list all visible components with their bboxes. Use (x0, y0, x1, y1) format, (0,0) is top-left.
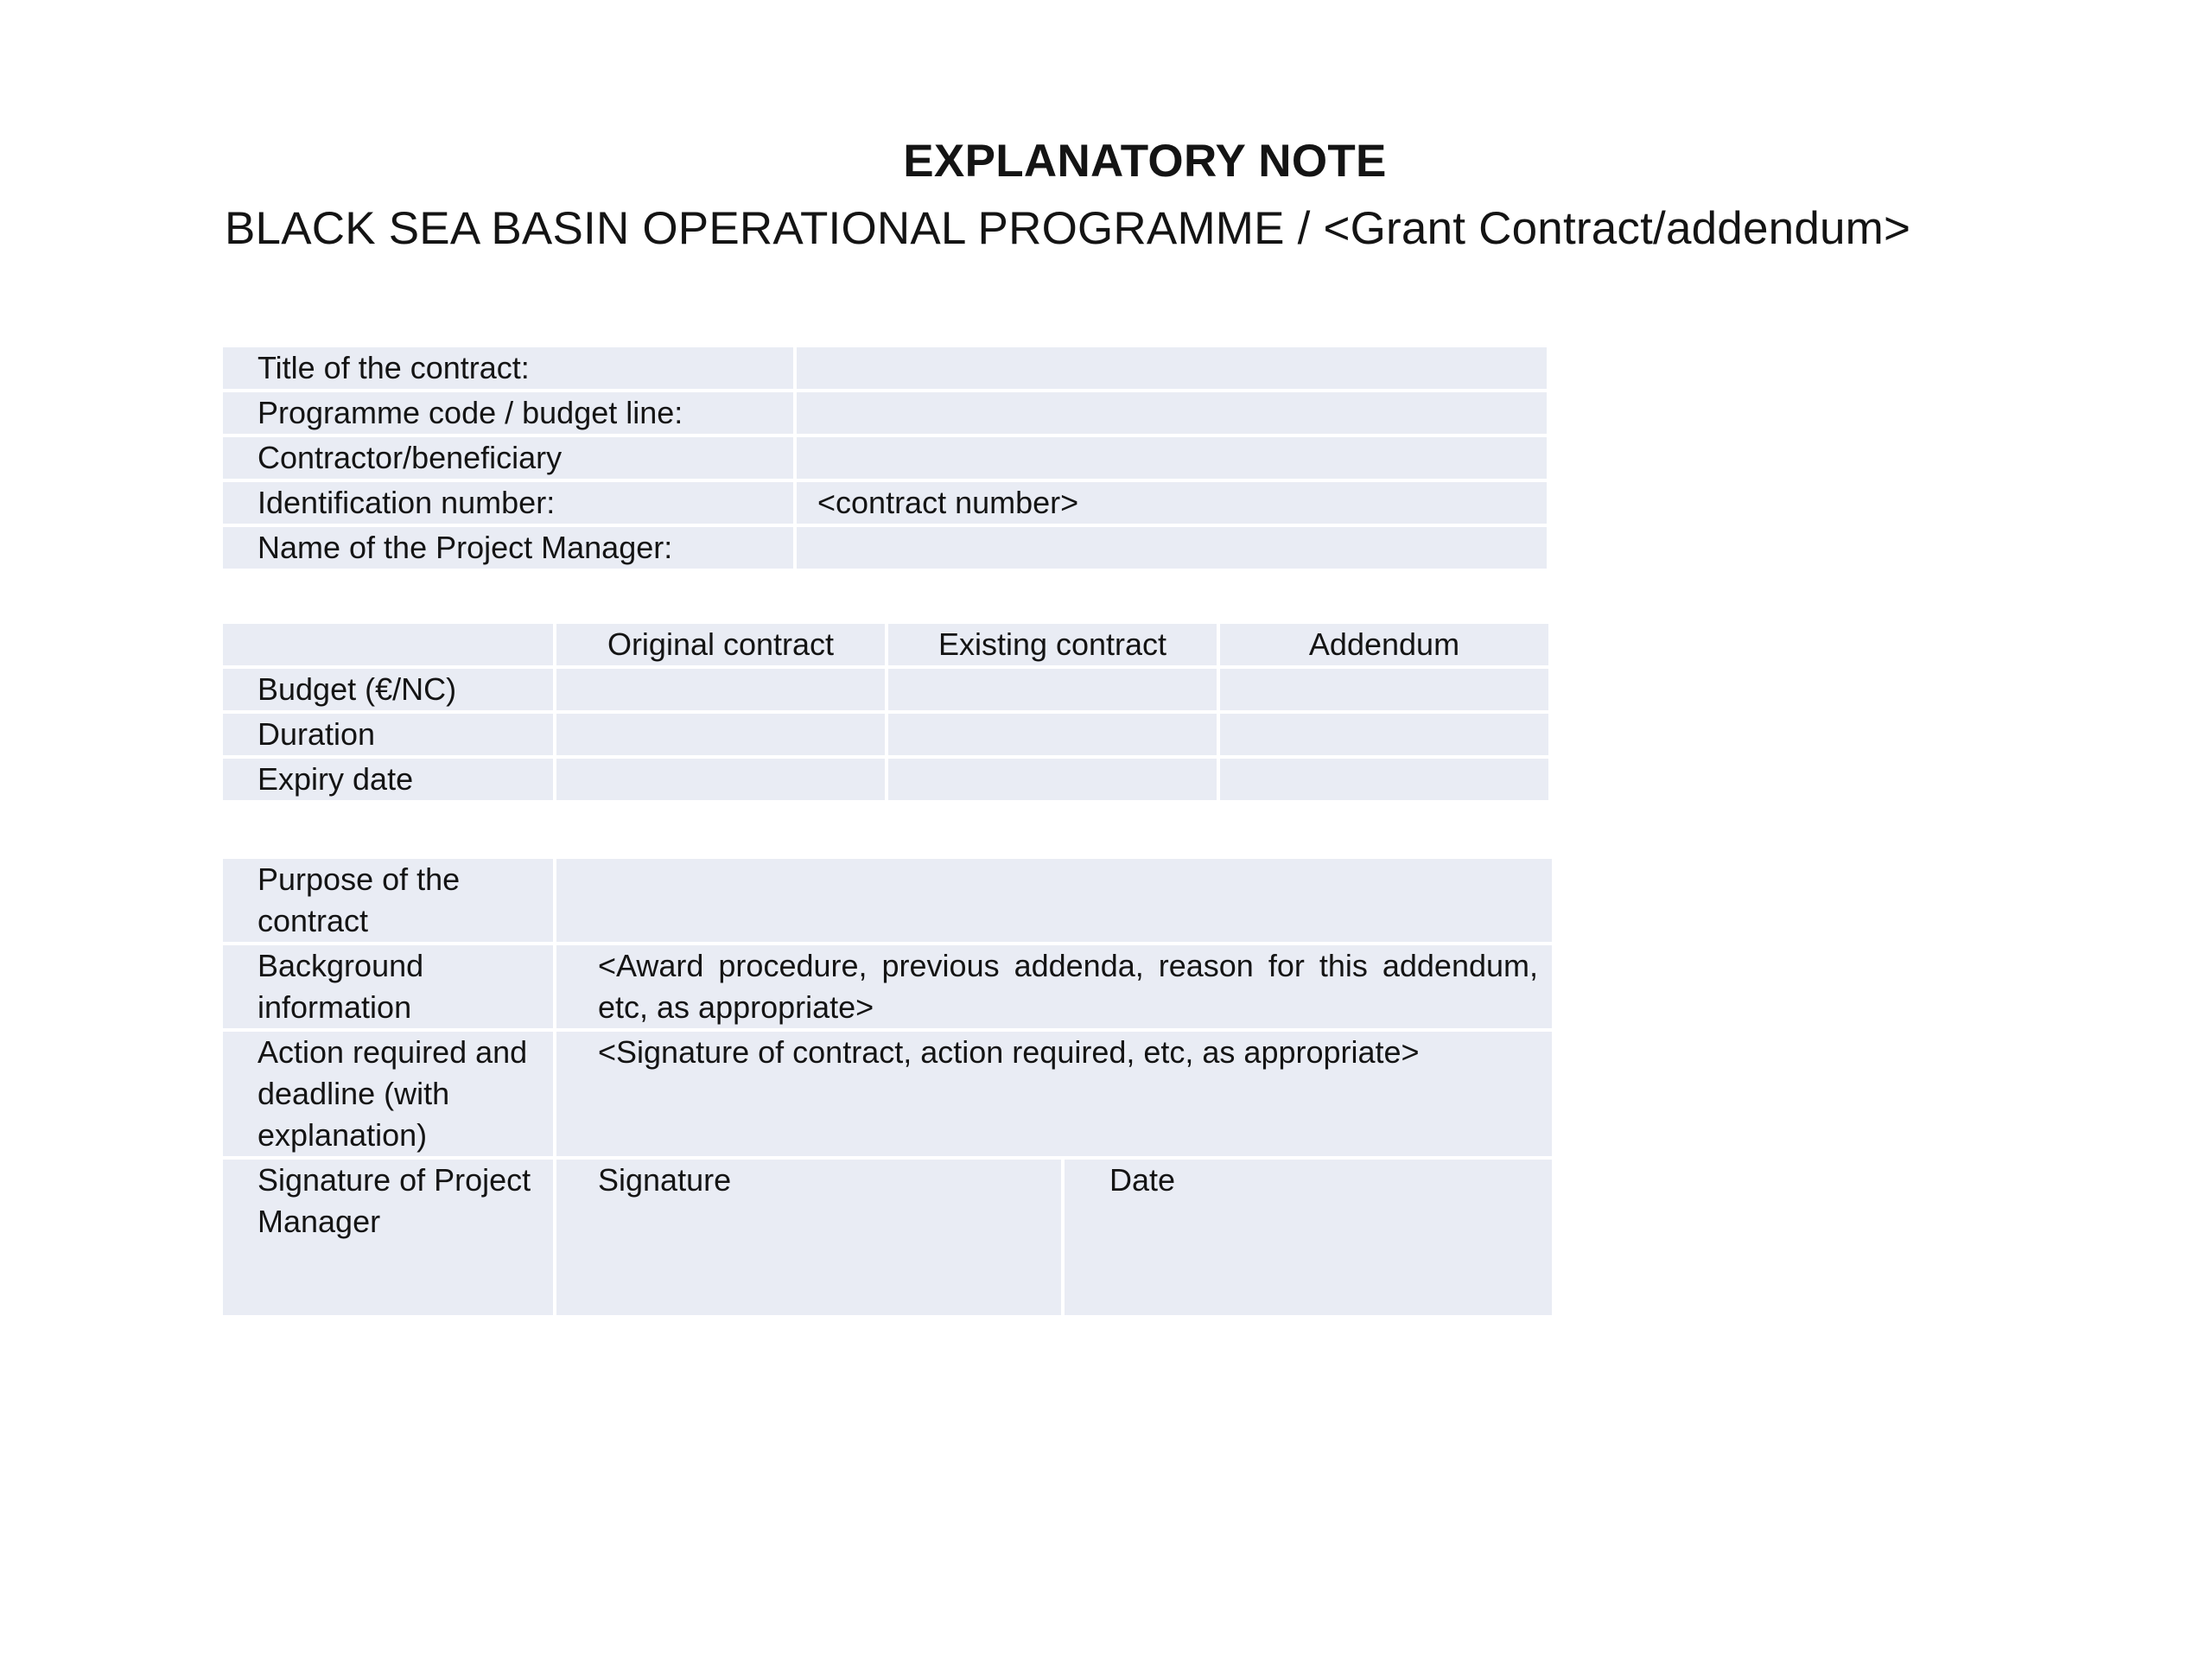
budget-existing-cell[interactable] (887, 667, 1218, 712)
signature-field[interactable]: Signature (555, 1158, 1063, 1317)
date-field[interactable]: Date (1063, 1158, 1554, 1317)
table-row (221, 391, 1548, 435)
identification-number-value[interactable]: <contract number> (795, 480, 1548, 525)
action-value[interactable]: <Signature of contract, action required, etc, as appropriate> (555, 1030, 1554, 1158)
details-table (219, 855, 1555, 1319)
table-row (221, 857, 1554, 944)
table-row (221, 1030, 1554, 1158)
table-row (221, 346, 1548, 391)
table-row (221, 435, 1548, 480)
background-label: Background information (221, 944, 555, 1030)
expiry-addendum-cell[interactable] (1218, 757, 1550, 802)
column-header-blank (221, 622, 555, 667)
expiry-original-cell[interactable] (555, 757, 887, 802)
contract-info-table (219, 344, 1550, 572)
contractor-label: Contractor/beneficiary (221, 435, 795, 480)
budget-addendum-cell[interactable] (1218, 667, 1550, 712)
expiry-date-label: Expiry date (221, 757, 555, 802)
background-value[interactable]: <Award procedure, previous addenda, reason for this addendum, etc, as appropriate> (555, 944, 1554, 1030)
programme-code-label: Programme code / budget line: (221, 391, 795, 435)
budget-original-cell[interactable] (555, 667, 887, 712)
table-row (221, 712, 1550, 757)
column-header-addendum: Addendum (1218, 622, 1550, 667)
table-row (221, 1158, 1554, 1317)
contract-title-label: Title of the contract: (221, 346, 795, 391)
table-row (221, 757, 1550, 802)
table-row (221, 667, 1550, 712)
budget-label: Budget (€/NC) (221, 667, 555, 712)
document-title: EXPLANATORY NOTE (903, 136, 1387, 187)
budget-comparison-table (219, 620, 1552, 804)
table-row (221, 480, 1548, 525)
column-header-existing-contract: Existing contract (887, 622, 1218, 667)
purpose-label: Purpose of the contract (221, 857, 555, 944)
expiry-existing-cell[interactable] (887, 757, 1218, 802)
action-label: Action required and deadline (with explanation) (221, 1030, 555, 1158)
project-manager-value[interactable] (795, 525, 1548, 570)
signature-label: Signature of Project Manager (221, 1158, 555, 1317)
duration-original-cell[interactable] (555, 712, 887, 757)
duration-existing-cell[interactable] (887, 712, 1218, 757)
identification-number-label: Identification number: (221, 480, 795, 525)
contractor-value[interactable] (795, 435, 1548, 480)
contract-title-value[interactable] (795, 346, 1548, 391)
purpose-value[interactable] (555, 857, 1554, 944)
table-row (221, 944, 1554, 1030)
programme-code-value[interactable] (795, 391, 1548, 435)
duration-label: Duration (221, 712, 555, 757)
project-manager-label: Name of the Project Manager: (221, 525, 795, 570)
column-header-original-contract: Original contract (555, 622, 887, 667)
duration-addendum-cell[interactable] (1218, 712, 1550, 757)
table-header-row (221, 622, 1550, 667)
document-subtitle: BLACK SEA BASIN OPERATIONAL PROGRAMME / <Grant Contract/addendum> (225, 203, 1911, 254)
table-row (221, 525, 1548, 570)
